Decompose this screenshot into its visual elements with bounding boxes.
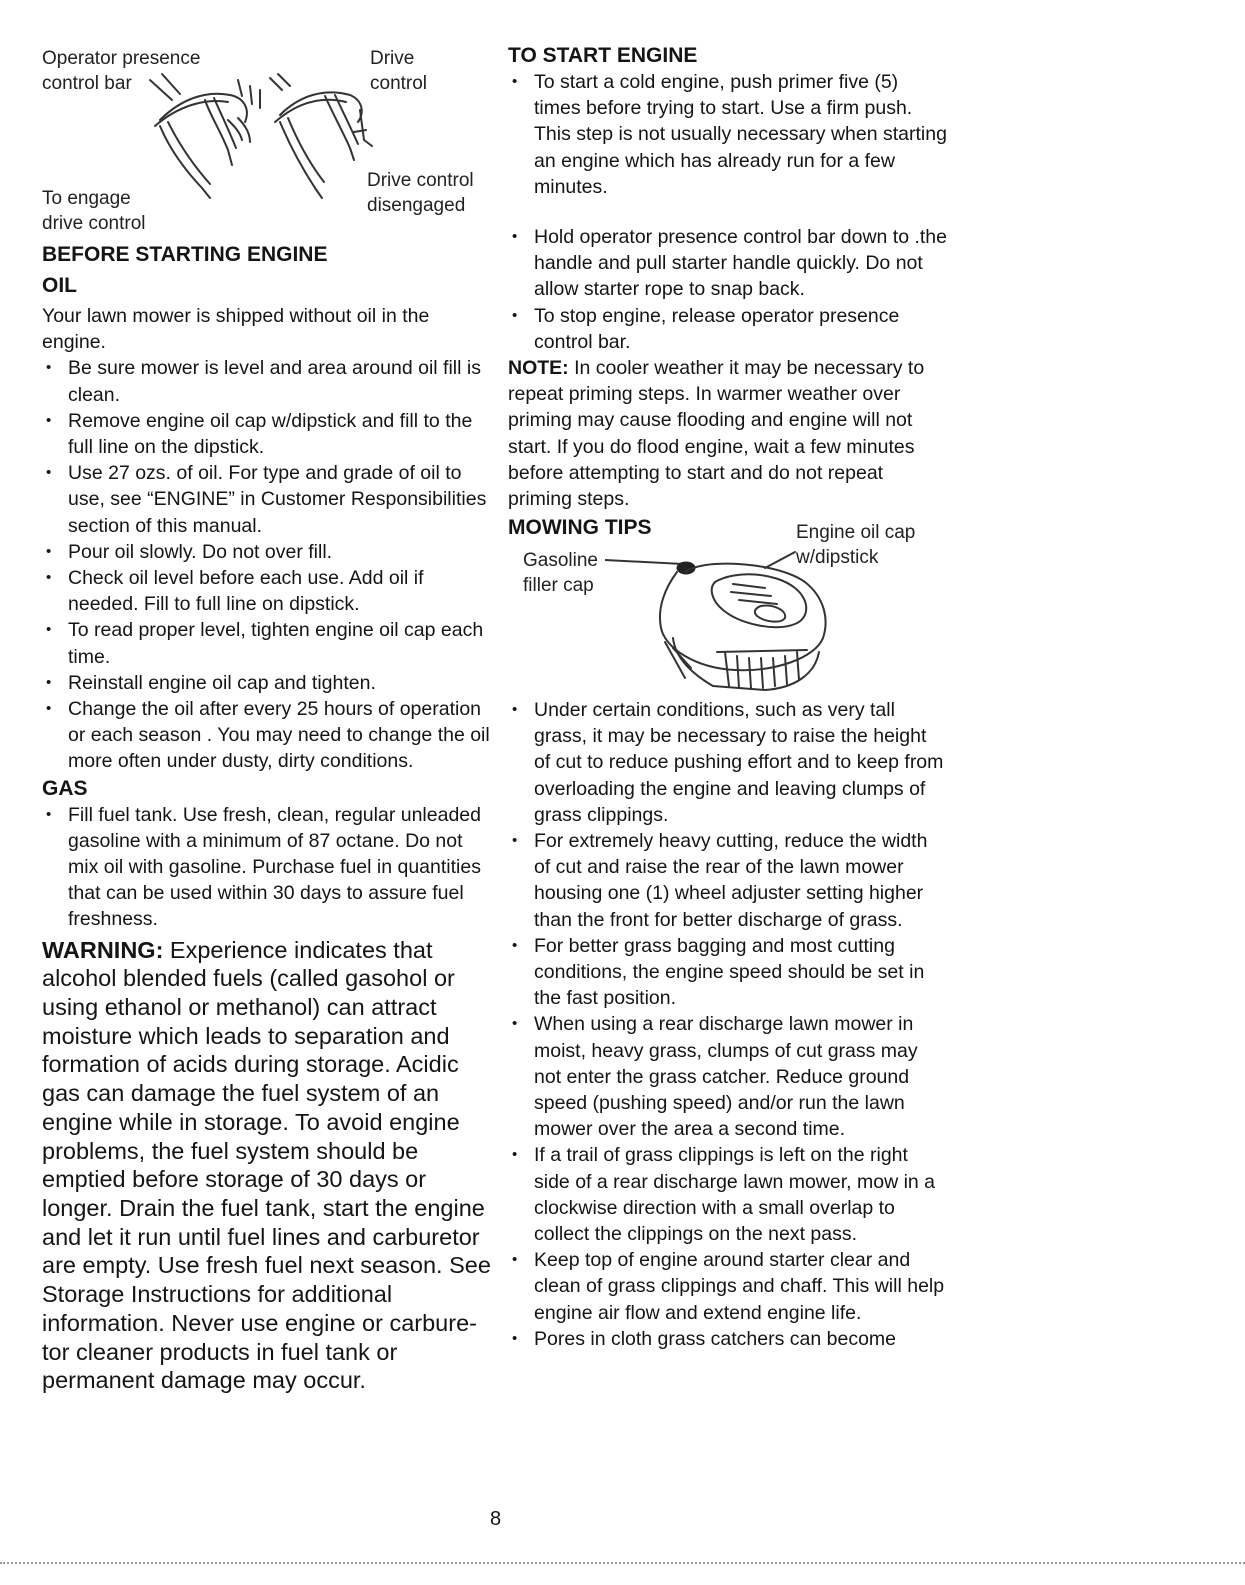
- list-item: • Under certain conditions, such as very tall grass, it may be necessary to raise the height of cut to reduce pushing effort and to keep from overloading the engine and leaving clumps of grass clippings.: [508, 697, 948, 828]
- engine-illustration: [605, 548, 835, 698]
- list-item: • To read proper level, tighten engine oil cap each time.: [42, 617, 492, 669]
- list-item: • Keep top of engine around starter clear and clean of grass clippings and chaff. This will help engine air flow and extend engine life.: [508, 1247, 948, 1326]
- list-item: • For extremely heavy cutting, reduce the width of cut and raise the rear of the lawn mower housing one (1) wheel adjuster setting higher than the front for better discharge of grass.: [508, 828, 948, 933]
- mowing-list: [508, 697, 948, 1352]
- oil-list: [42, 355, 492, 774]
- list-item: • Reinstall engine oil cap and tighten.: [42, 670, 492, 696]
- list-item: • If a trail of grass clippings is left on the right side of a rear discharge lawn mower, mow in a clockwise direction with a small overlap to collect the clippings on the next pass.: [508, 1142, 948, 1247]
- list-item: • To stop engine, release operator presence control bar.: [508, 303, 948, 355]
- page-number: 8: [490, 1508, 502, 1530]
- handle-illustration: [110, 60, 390, 210]
- list-item: • Pores in cloth grass catchers can become: [508, 1326, 948, 1352]
- warning-paragraph: [42, 936, 492, 1395]
- warning-label: WARNING:: [42, 936, 164, 963]
- mowing-tips-column: [508, 697, 948, 1352]
- label-operator-presence: Operator presence control bar: [42, 48, 201, 94]
- label-oil-cap: Engine oil cap w/dipstick: [796, 522, 916, 568]
- note-text: In cooler weather it may be necessary to repeat priming steps. In warmer weather over priming may cause flooding and engine will not start. If you do flood engine, wait a few minutes before attempting to start and do not repeat priming steps.: [508, 357, 925, 511]
- list-item: • Pour oil slowly. Do not over fill.: [42, 539, 492, 565]
- scan-edge: [0, 1562, 1245, 1564]
- label-drive-control: Drive control: [370, 48, 428, 94]
- label-to-engage: To engage drive control: [42, 188, 146, 234]
- list-item: • Change the oil after every 25 hours of operation or each season . You may need to change the oil more often under dusty, dirty conditions.: [42, 696, 492, 775]
- oil-heading: OIL: [42, 274, 77, 297]
- note-paragraph: [508, 355, 948, 512]
- gas-list: [42, 802, 492, 933]
- right-column: [508, 42, 948, 541]
- start-list-a: [508, 69, 948, 200]
- list-item: • Use 27 ozs. of oil. For type and grade of oil to use, see “ENGINE” in Customer Responsibilities section of this manual.: [42, 460, 492, 539]
- list-item: • Check oil level before each use. Add oil if needed. Fill to full line on dipstick.: [42, 565, 492, 617]
- note-label: NOTE:: [508, 357, 569, 380]
- list-item: • When using a rear discharge lawn mower in moist, heavy grass, clumps of cut grass may not enter the grass catcher. Reduce ground speed (pushing speed) and/or run the lawn mower over the area a second time.: [508, 1011, 948, 1142]
- mowing-tips-heading: MOWING TIPS: [508, 516, 652, 540]
- list-item: • Hold operator presence control bar down to .the handle and pull starter handle quickly. Do not allow starter rope to snap back.: [508, 224, 948, 303]
- start-list-b: [508, 224, 948, 355]
- label-gasoline-cap: Gasoline filler cap: [523, 550, 598, 596]
- list-item: • For better grass bagging and most cutting conditions, the engine speed should be set in the fast position.: [508, 933, 948, 1012]
- left-column: [42, 241, 492, 1395]
- start-engine-heading: TO START ENGINE: [508, 44, 698, 67]
- list-item: • Fill fuel tank. Use fresh, clean, regular unleaded gasoline with a minimum of 87 octane. Do not mix oil with gasoline. Purchase fuel in quantities that can be used within 30 days to assure fuel freshness.: [42, 802, 492, 933]
- before-starting-heading: BEFORE STARTING ENGINE: [42, 243, 328, 266]
- gas-heading: GAS: [42, 776, 88, 800]
- list-item: • To start a cold engine, push primer five (5) times before trying to start. Use a firm push. This step is not usually necessary when starting an engine which has already run for a few minutes.: [508, 69, 948, 200]
- warning-text: Experience indicates that alcohol blended fuels (called gasohol or using ethanol or methanol) can attract moisture which leads to separation and formation of acids during storage. Acidic gas can damage the fuel system of an engine while in storage. To avoid engine problems, the fuel system should be emptied before storage of 30 days or longer. Drain the fuel tank, start the engine and let it run until fuel lines and carburetor are empty. Use fresh fuel next season. See Storage Instructions for additional information. Never use engine or carbure-tor cleaner products in fuel tank or permanent damage may occur.: [42, 936, 491, 1394]
- label-drive-disengaged: Drive control disengaged: [367, 170, 474, 216]
- list-item: • Be sure mower is level and area around oil fill is clean.: [42, 355, 492, 407]
- oil-intro: Your lawn mower is shipped without oil in the engine.: [42, 305, 430, 354]
- list-item: • Remove engine oil cap w/dipstick and fill to the full line on the dipstick.: [42, 408, 492, 460]
